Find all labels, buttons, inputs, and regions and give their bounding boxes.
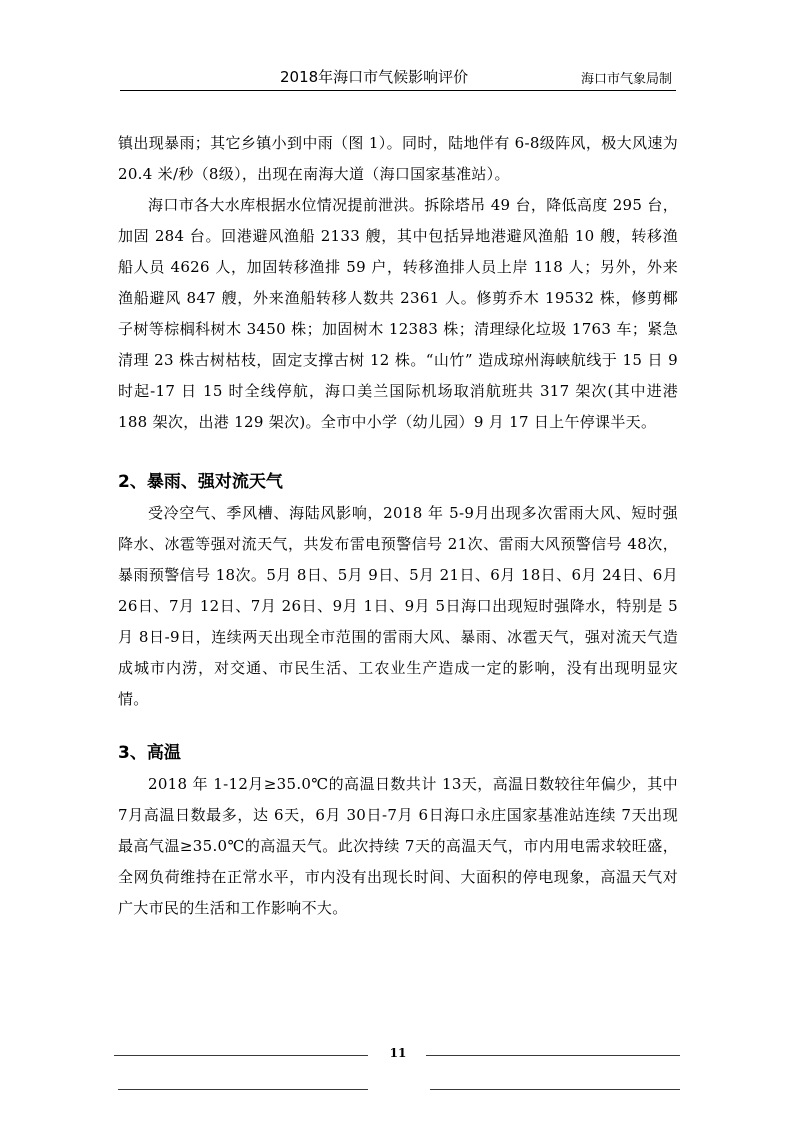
header-org: 海口市气象局制	[580, 72, 672, 87]
paragraph-reservoir: 海口市各大水库根据水位情况提前泄洪。拆除塔吊 49 台，降低高度 295 台，加固 284 台。回港避风渔船 2133 艘，其中包括异地港避风渔船 10 艘，转移渔船人员 4626 人，加固转移渔排 59 户，转移渔排人员上岸 118 人；另外，外来渔船避风 847 艘，外来渔船转移人数共 2361 人。修剪乔木 19532 株，修剪椰子树等棕榈科树木 3450 株；加固树木 12383 株；清理绿化垃圾 1763 车；紧急清理 23 株古树枯枝，固定支撑古树 12 株。“山竹” 造成琼州海峡航线于 15 日 9 时起-17 日 15 时全线停航，海口美兰国际机场取消航班共 317 架次(其中进港 188 架次，出港 129 架次)。全市中小学（幼儿园）9 月 17 日上午停课半天。	[118, 196, 678, 431]
header-title: 2018年海口市气候影响评价	[280, 68, 469, 86]
footer-rule-bottom-right	[430, 1089, 680, 1090]
paragraph-continued: 镇出现暴雨；其它乡镇小到中雨（图 1）。同时，陆地伴有 6-8级阵风，极大风速为 20.4 米/秒（8级），出现在南海大道（海口国家基准站）。	[118, 134, 678, 183]
paragraph-heat: 2018 年 1-12月≥35.0℃的高温日数共计 13天，高温日数较往年偏少，其中 7月高温日数最多，达 6天，6月 30日-7月 6日海口永庄国家基准站连续 7天出现最高气温≥35.0℃的高温天气。此次持续 7天的高温天气，市内用电需求较旺盛，全网负荷维持在正常水平，市内没有出现长时间、大面积的停电现象，高温天气对广大市民的生活和工作影响不大。	[118, 775, 678, 917]
section-heading-rainstorm: 2、暴雨、强对流天气	[118, 472, 283, 492]
footer-rule-top-right	[426, 1055, 680, 1056]
footer-rule-top-left	[114, 1055, 368, 1056]
paragraph-rainstorm: 受冷空气、季风槽、海陆风影响，2018 年 5-9月出现多次雷雨大风、短时强降水、冰雹等强对流天气，共发布雷电预警信号 21次、雷雨大风预警信号 48次，暴雨预警信号 18次。5月 8日、5月 9日、5月 21日、6月 18日、6月 24日、6月 26日、7月 12日、7月 26日、9月 1日、9月 5日海口出现短时强降水，特别是 5月 8日-9日，连续两天出现全市范围的雷雨大风、暴雨、冰雹天气，强对流天气造成城市内涝，对交通、市民生活、工农业生产造成一定的影响，没有出现明显灾情。	[118, 504, 678, 708]
section-heading-heat: 3、高温	[118, 743, 181, 763]
page-number: 11	[389, 1046, 407, 1060]
footer-rule-bottom-left	[118, 1089, 368, 1090]
document-body	[118, 128, 678, 924]
page-header	[120, 62, 676, 91]
